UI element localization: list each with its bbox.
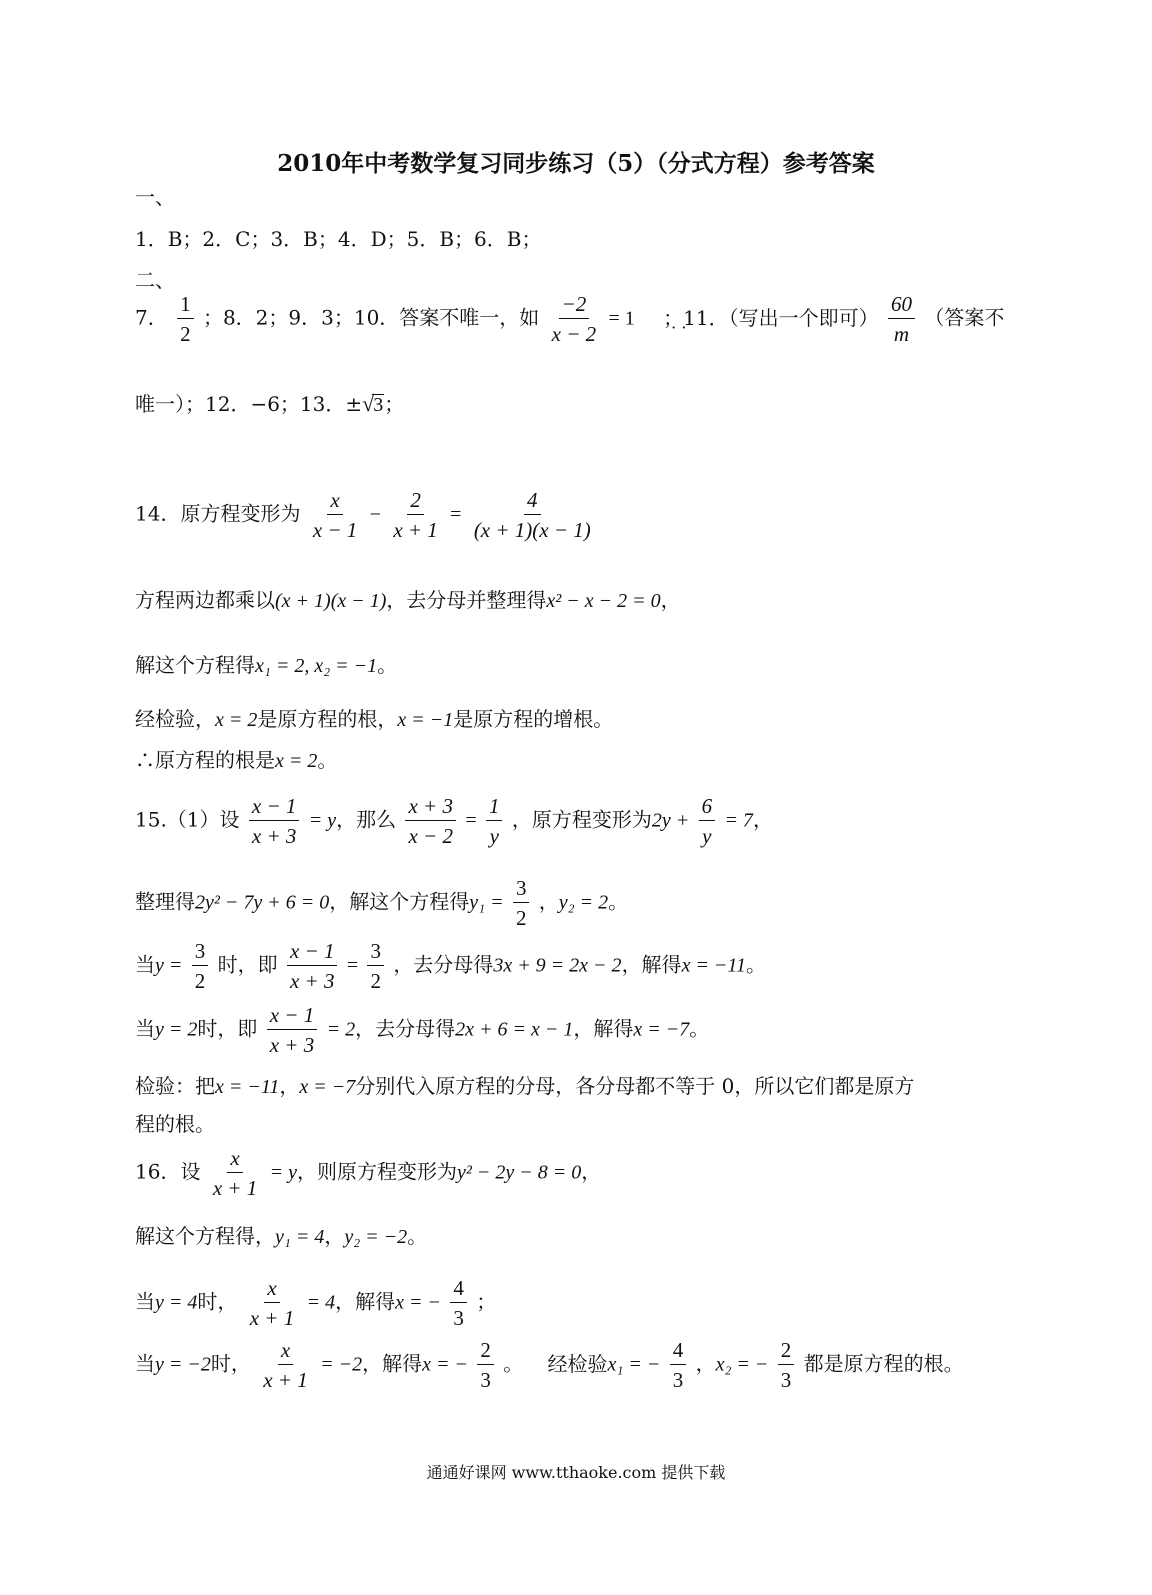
question-15-line-2: 整理得2y² − 7y + 6 = 0，解这个方程得y₁ = $\frac{3}{2}$ ，y₂ = 2。: [135, 876, 629, 931]
question-14-line-2: 方程两边都乘以(x + 1)(x − 1)，去分母并整理得x² − x − 2 = 0，: [135, 588, 681, 612]
question-16-line-1: 16．设 $\frac{x}{x + 1}$ = y，则原方程变形为y² − 2y − 8 = 0，: [135, 1146, 602, 1201]
page-title: 2010年中考数学复习同步练习（5）（分式方程）参考答案: [277, 150, 875, 177]
section-heading-1: 一、: [135, 185, 175, 209]
fraction-sixty-over-m: $\frac{60}{m}$: [888, 292, 915, 346]
section-heading-2: 二、: [135, 268, 175, 292]
question-15-line-6: 程的根。: [135, 1112, 215, 1136]
question-16-line-4: 当y = −2时， $\frac{x}{x + 1}$ = −2，解得x = − $\frac{2}{3}$ 。 经检验x₁ = − $\frac{4}{3}$ ，x₂ = − $\frac{2}{3}$ 都是原方程的根。: [135, 1338, 964, 1393]
question-15-line-4: 当y = 2时，即 $\frac{x - 1}{x + 3}$ = 2，去分母得2x + 6 = x − 1，解得x = −7。: [135, 1003, 710, 1058]
multiple-choice-answers: 1．B；2．C；3．B；4．D；5．B；6．B；: [135, 227, 542, 251]
question-14-line-5: ∴原方程的根是x = 2。: [135, 748, 338, 772]
answer-line-12-13: 唯一）；12．−6；13．±√3；: [135, 391, 405, 416]
question-14-line-3: 解这个方程得x₁ = 2, x₂ = −1。: [135, 653, 398, 677]
question-14-line-4: 经检验，x = 2是原方程的根，x = −1是原方程的增根。: [135, 707, 614, 731]
question-14-line-1: 14．原方程变形为 $\frac{x}{x - 1}$ − $\frac{2}{x + 1}$ = $\frac{4}{(x + 1)(x - 1)}$: [135, 488, 591, 543]
question-16-line-2: 解这个方程得，y₁ = 4，y₂ = −2。: [135, 1224, 428, 1248]
question-16-line-3: 当y = 4时， $\frac{x}{x + 1}$ = 4，解得x = − $\frac{4}{3}$ ；: [135, 1276, 497, 1331]
question-15-line-5: 检验：把x = −11，x = −7分别代入原方程的分母，各分母都不等于 0，所以它们都是原方: [135, 1074, 915, 1098]
fraction-half: $\frac{1}{2}$: [177, 292, 194, 346]
question-15-line-1: 15.（1）设 $\frac{x - 1}{x + 3}$ = y，那么 $\frac{x + 3}{x - 2}$ = $\frac{1}{y}$ ，原方程变形为2y + $\frac{6}{y}$ = 7，: [135, 794, 773, 849]
question-15-line-3: 当y = $\frac{3}{2}$ 时，即 $\frac{x - 1}{x + 3}$ = $\frac{3}{2}$ ，去分母得3x + 9 = 2x − 2，解得x = −11。: [135, 939, 766, 994]
answer-line-7: 7． $\frac{1}{2}$ ；8．2；9．3；10．答案不唯一，如 $\frac{-2}{x - 2}$ = 1 ；11．（写出一个即可） · · $\frac{60}{m}$ （答案不: [135, 292, 1004, 346]
fraction-example: $\frac{-2}{x - 2}$: [551, 292, 597, 347]
footer-credit: 通通好课网 www.tthaoke.com 提供下载: [426, 1463, 726, 1482]
